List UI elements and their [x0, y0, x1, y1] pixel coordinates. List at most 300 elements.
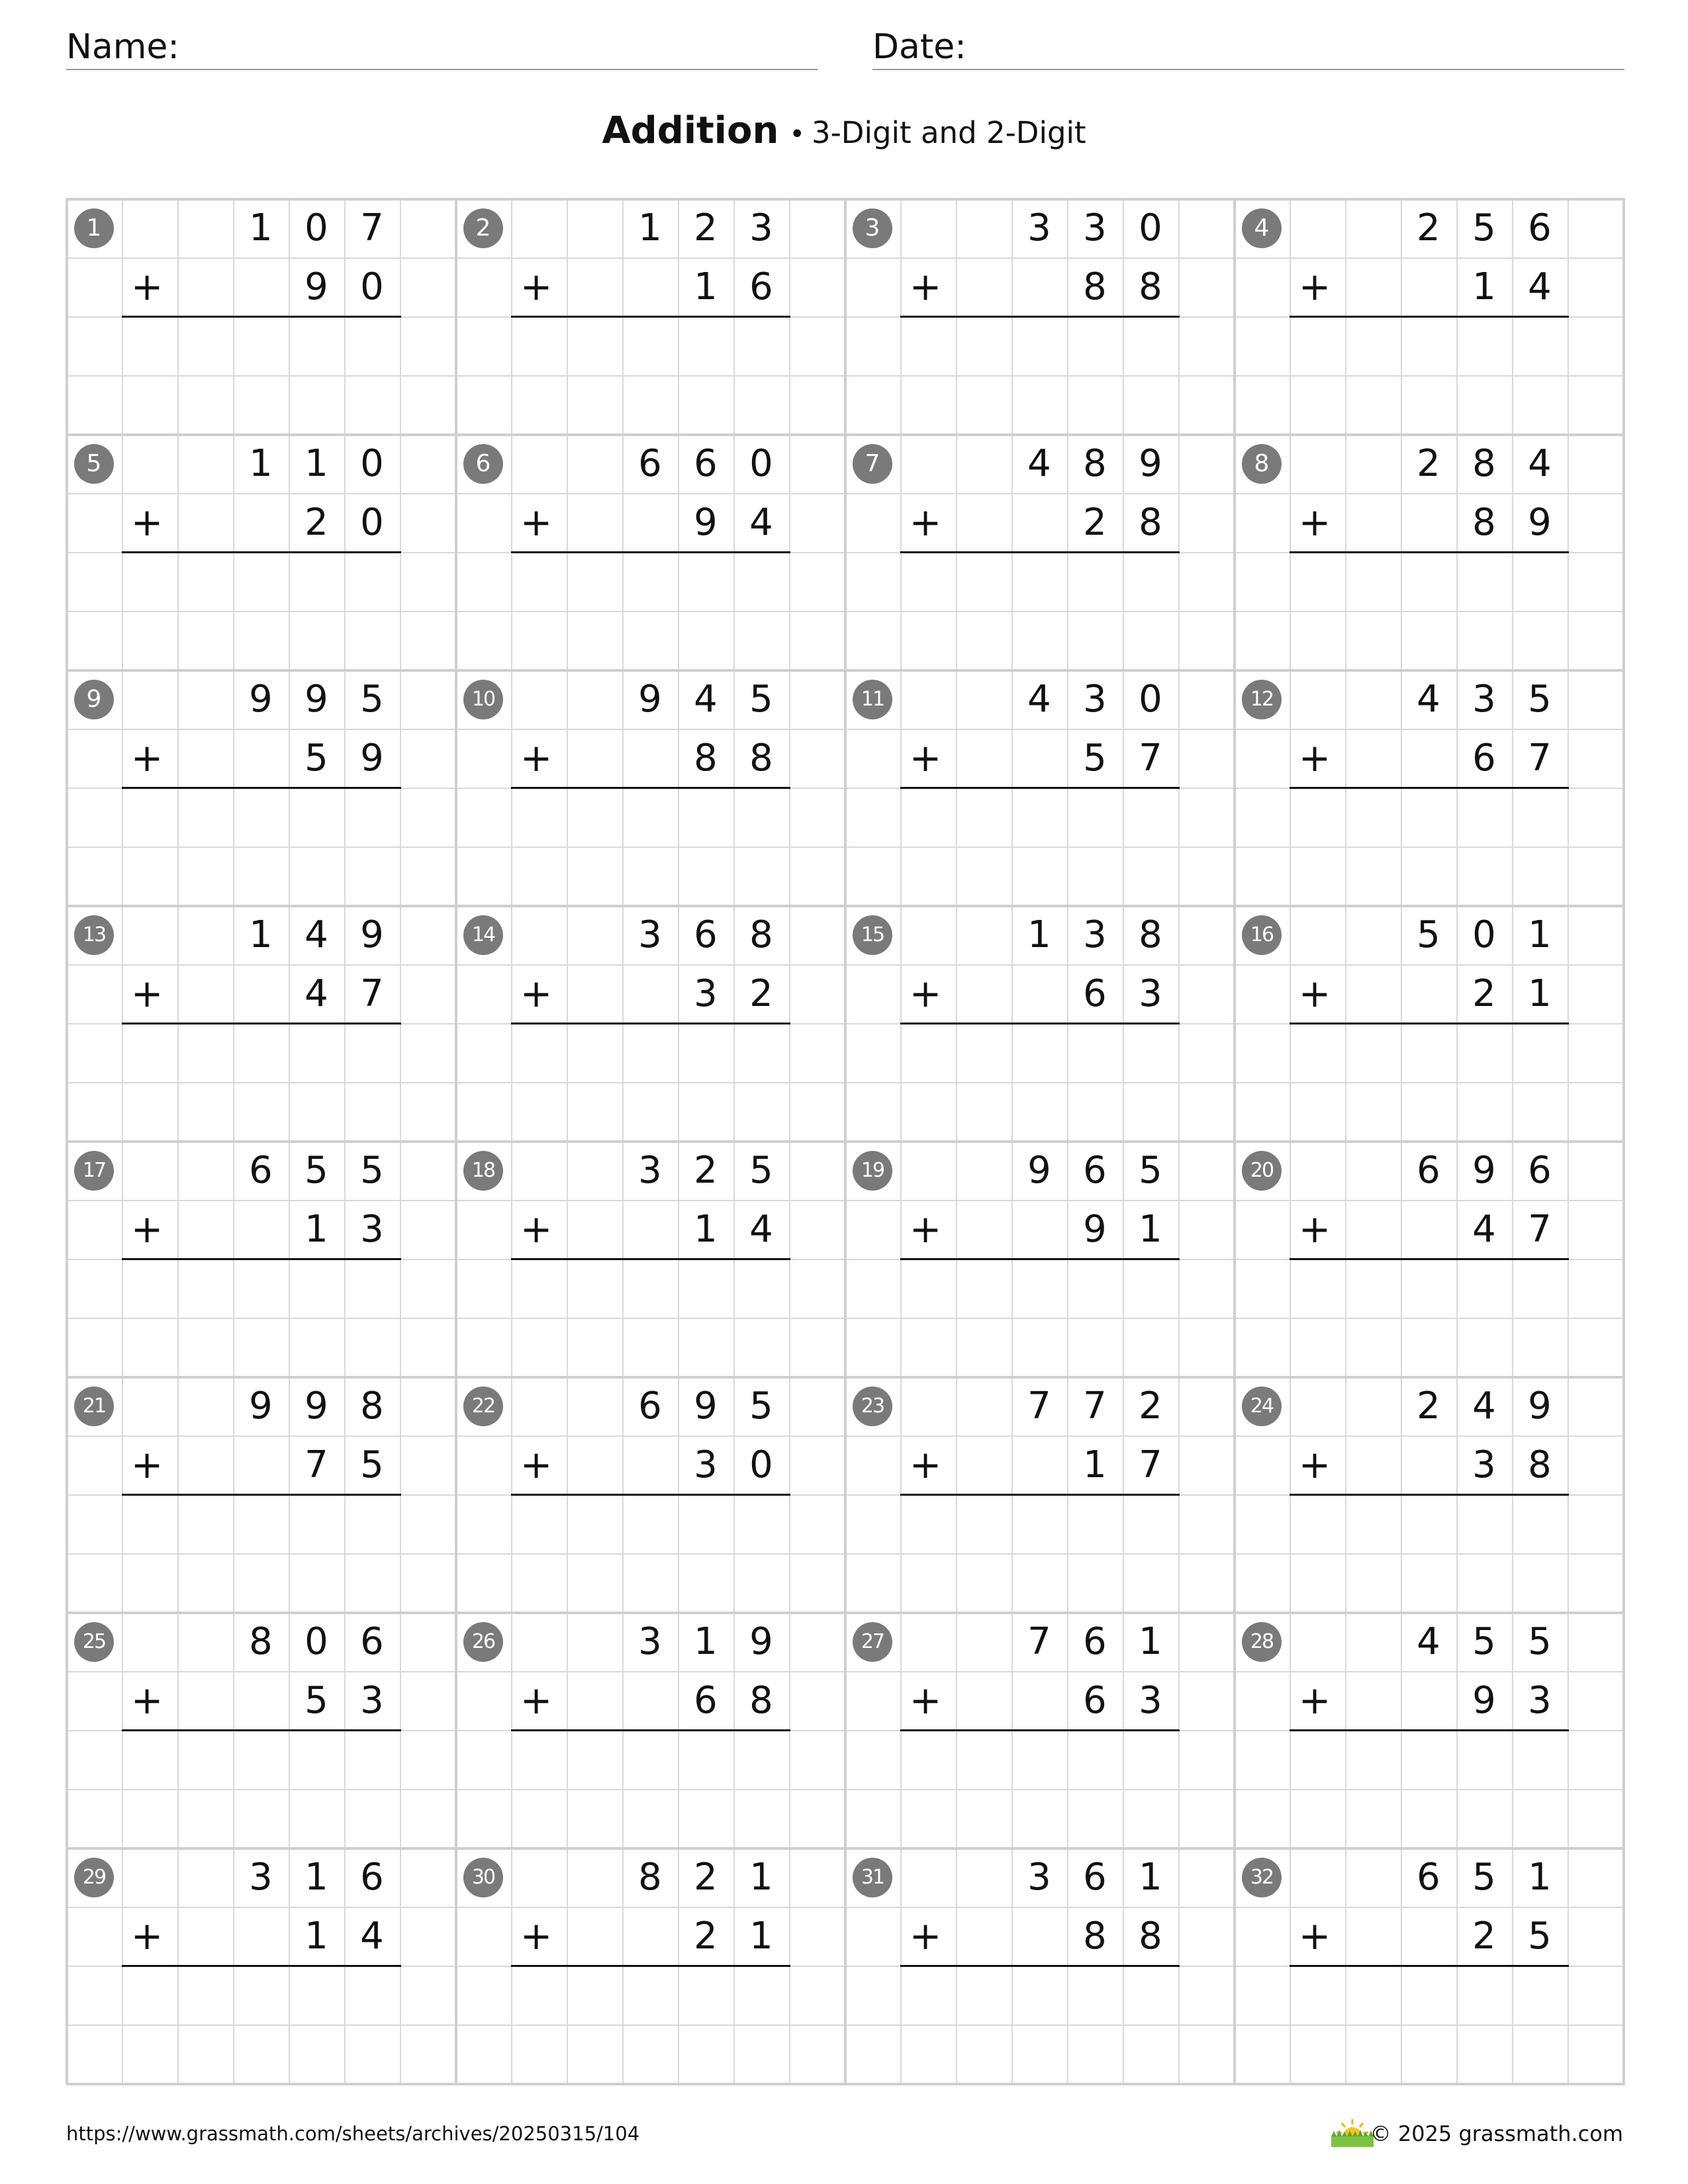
addend-bottom-digit: 4 — [1528, 265, 1552, 308]
answer-area[interactable] — [1289, 318, 1568, 374]
problem-number-badge: 7 — [853, 444, 892, 484]
addend-top-digit: 1 — [249, 913, 273, 956]
addend-bottom-digit: 8 — [1139, 501, 1162, 544]
addend-top-digit: 3 — [1083, 206, 1107, 250]
plus-operator: + — [1298, 264, 1331, 309]
addend-bottom-digit: 3 — [694, 1443, 718, 1486]
addend-top-digit: 9 — [249, 1385, 273, 1428]
plus-operator: + — [130, 971, 164, 1016]
problem-number-badge: 8 — [1242, 444, 1282, 484]
addend-top-digit: 5 — [360, 1149, 384, 1192]
answer-area[interactable] — [511, 1260, 789, 1316]
plus-operator: + — [909, 971, 942, 1016]
addend-top-digit: 2 — [1417, 442, 1440, 485]
problem-number-badge: 14 — [463, 915, 503, 955]
plus-operator: + — [909, 1913, 942, 1958]
problem-number-badge: 19 — [853, 1151, 892, 1191]
answer-area[interactable] — [122, 1731, 400, 1788]
addend-top-digit: 7 — [1027, 1385, 1051, 1428]
worksheet-title — [0, 105, 1688, 166]
answer-area[interactable] — [122, 789, 400, 845]
addend-bottom-digit: 1 — [1528, 972, 1552, 1015]
addend-top-digit: 0 — [1472, 913, 1496, 956]
block-divider — [1233, 199, 1236, 2085]
addend-top-digit: 0 — [749, 442, 773, 485]
answer-area[interactable] — [900, 553, 1178, 610]
problem — [455, 1377, 845, 1612]
problem — [66, 1848, 455, 2083]
problem — [1234, 670, 1623, 905]
addend-top-digit: 1 — [749, 1856, 773, 1899]
problem — [66, 670, 455, 905]
addend-top-digit: 1 — [1528, 1856, 1552, 1899]
addend-top-digit: 5 — [1472, 1856, 1496, 1899]
addend-top-digit: 6 — [1417, 1149, 1440, 1192]
plus-operator: + — [130, 500, 164, 545]
addend-bottom-digit: 7 — [360, 972, 384, 1015]
problem — [1234, 1141, 1623, 1377]
problem — [1234, 1848, 1623, 2083]
plus-operator: + — [130, 1206, 164, 1251]
block-divider — [455, 199, 457, 2085]
addend-top-digit: 9 — [1139, 442, 1162, 485]
addend-bottom-digit: 2 — [694, 1915, 718, 1958]
addend-bottom-digit: 9 — [1528, 501, 1552, 544]
problem-number-badge: 2 — [463, 208, 503, 248]
addend-top-digit: 0 — [1139, 678, 1162, 721]
addend-top-digit: 1 — [1139, 1620, 1162, 1663]
addend-bottom-digit: 5 — [360, 1443, 384, 1486]
addend-top-digit: 7 — [360, 206, 384, 250]
addend-top-digit: 2 — [694, 1856, 718, 1899]
block-divider — [844, 199, 847, 2085]
addend-bottom-digit: 5 — [1528, 1915, 1552, 1958]
addend-top-digit: 1 — [694, 1620, 718, 1663]
addend-top-digit: 4 — [305, 913, 328, 956]
problem-number-badge: 25 — [74, 1622, 114, 1662]
addend-bottom-digit: 4 — [360, 1915, 384, 1958]
addend-bottom-digit: 0 — [360, 501, 384, 544]
answer-area[interactable] — [900, 318, 1178, 374]
addend-top-digit: 3 — [1027, 1856, 1051, 1899]
addend-bottom-digit: 2 — [305, 501, 328, 544]
addend-bottom-digit: 8 — [1139, 265, 1162, 308]
problem-number-badge: 9 — [74, 680, 114, 719]
addend-top-digit: 2 — [1139, 1385, 1162, 1428]
problem-number-badge: 27 — [853, 1622, 892, 1662]
problem — [455, 434, 845, 670]
addend-bottom-digit: 0 — [360, 265, 384, 308]
addend-top-digit: 0 — [1139, 206, 1162, 250]
addend-top-digit: 3 — [1027, 206, 1051, 250]
problem-number-badge: 28 — [1242, 1622, 1282, 1662]
addend-bottom-digit: 3 — [1528, 1679, 1552, 1722]
problem-number-badge: 10 — [463, 680, 503, 719]
plus-operator: + — [1298, 1678, 1331, 1723]
addend-top-digit: 5 — [305, 1149, 328, 1192]
answer-area[interactable] — [1289, 553, 1568, 610]
problem-number-badge: 18 — [463, 1151, 503, 1191]
addend-top-digit: 4 — [1528, 442, 1552, 485]
name-field[interactable] — [66, 25, 818, 70]
problem-number-badge: 12 — [1242, 680, 1282, 719]
plus-operator: + — [909, 1678, 942, 1723]
addend-top-digit: 9 — [1472, 1149, 1496, 1192]
problem-number-badge: 4 — [1242, 208, 1282, 248]
problem — [845, 905, 1234, 1141]
addend-bottom-digit: 1 — [694, 265, 718, 308]
addend-bottom-digit: 2 — [749, 972, 773, 1015]
plus-operator: + — [909, 264, 942, 309]
problem-number-badge: 6 — [463, 444, 503, 484]
problem — [66, 199, 455, 434]
addend-bottom-digit: 7 — [1528, 1208, 1552, 1251]
block-divider — [66, 199, 68, 2085]
addend-bottom-digit: 1 — [1472, 265, 1496, 308]
answer-area[interactable] — [1289, 1496, 1568, 1552]
addend-top-digit: 9 — [249, 678, 273, 721]
addend-top-digit: 4 — [1417, 678, 1440, 721]
problem — [1234, 1612, 1623, 1848]
addend-top-digit: 6 — [638, 1385, 662, 1428]
addend-top-digit: 6 — [1528, 1149, 1552, 1192]
addend-bottom-digit: 6 — [694, 1679, 718, 1722]
addend-bottom-digit: 8 — [694, 737, 718, 780]
plus-operator: + — [520, 1913, 553, 1958]
addend-top-digit: 1 — [249, 206, 273, 250]
problem-number-badge: 21 — [74, 1387, 114, 1426]
addend-top-digit: 3 — [1083, 913, 1107, 956]
problem — [455, 1848, 845, 2083]
problem — [1234, 1377, 1623, 1612]
plus-operator: + — [130, 1678, 164, 1723]
plus-operator: + — [1298, 500, 1331, 545]
addend-top-digit: 8 — [1139, 913, 1162, 956]
answer-area[interactable] — [122, 318, 400, 374]
addend-top-digit: 8 — [360, 1385, 384, 1428]
addend-bottom-digit: 3 — [1139, 1679, 1162, 1722]
answer-area[interactable] — [1289, 1260, 1568, 1316]
problem — [845, 1848, 1234, 2083]
addend-top-digit: 5 — [1528, 678, 1552, 721]
addend-top-digit: 6 — [1528, 206, 1552, 250]
addend-bottom-digit: 1 — [1083, 1443, 1107, 1486]
addend-bottom-digit: 6 — [1083, 1679, 1107, 1722]
problem-grid — [66, 199, 1623, 2089]
addend-bottom-digit: 8 — [1083, 1915, 1107, 1958]
problem-number-badge: 24 — [1242, 1387, 1282, 1426]
problem-number-badge: 11 — [853, 680, 892, 719]
addend-bottom-digit: 5 — [305, 737, 328, 780]
addend-top-digit: 6 — [1417, 1856, 1440, 1899]
addend-top-digit: 2 — [694, 1149, 718, 1192]
problem-number-badge: 3 — [853, 208, 892, 248]
addend-bottom-digit: 9 — [305, 265, 328, 308]
addend-top-digit: 9 — [360, 913, 384, 956]
addend-top-digit: 1 — [305, 1856, 328, 1899]
plus-operator: + — [1298, 1442, 1331, 1487]
addend-bottom-digit: 5 — [1083, 737, 1107, 780]
problem — [1234, 199, 1623, 434]
problem — [845, 1612, 1234, 1848]
footer-url[interactable]: https://www.grassmath.com/sheets/archives/20250315/104 — [66, 2122, 640, 2145]
addend-bottom-digit: 8 — [749, 1679, 773, 1722]
problem — [455, 199, 845, 434]
problem-number-badge: 26 — [463, 1622, 503, 1662]
addend-top-digit: 4 — [1027, 678, 1051, 721]
addend-bottom-digit: 2 — [1083, 501, 1107, 544]
addend-bottom-digit: 6 — [1083, 972, 1107, 1015]
title-bullet: • — [789, 119, 805, 150]
plus-operator: + — [130, 1442, 164, 1487]
addend-top-digit: 0 — [360, 442, 384, 485]
addend-bottom-digit: 7 — [1139, 737, 1162, 780]
addend-top-digit: 1 — [638, 206, 662, 250]
answer-area[interactable] — [1289, 1731, 1568, 1788]
addend-top-digit: 6 — [360, 1620, 384, 1663]
addend-bottom-digit: 7 — [1139, 1443, 1162, 1486]
problem — [455, 670, 845, 905]
addend-top-digit: 5 — [1417, 913, 1440, 956]
problem-number-badge: 13 — [74, 915, 114, 955]
plus-operator: + — [909, 1442, 942, 1487]
addend-top-digit: 7 — [1083, 1385, 1107, 1428]
problem — [845, 670, 1234, 905]
addend-top-digit: 8 — [249, 1620, 273, 1663]
answer-area[interactable] — [900, 1260, 1178, 1316]
addend-top-digit: 6 — [1083, 1620, 1107, 1663]
addend-top-digit: 1 — [249, 442, 273, 485]
addend-bottom-digit: 3 — [694, 972, 718, 1015]
answer-area[interactable] — [511, 789, 789, 845]
problem-number-badge: 32 — [1242, 1858, 1282, 1897]
addend-bottom-digit: 0 — [749, 1443, 773, 1486]
addend-top-digit: 8 — [1083, 442, 1107, 485]
answer-area[interactable] — [511, 1496, 789, 1552]
answer-area[interactable] — [122, 1024, 400, 1081]
addend-top-digit: 3 — [638, 913, 662, 956]
addend-top-digit: 3 — [749, 206, 773, 250]
addend-top-digit: 3 — [638, 1620, 662, 1663]
addend-top-digit: 5 — [749, 678, 773, 721]
answer-area[interactable] — [900, 1496, 1178, 1552]
addend-bottom-digit: 8 — [1528, 1443, 1552, 1486]
addend-bottom-digit: 8 — [1139, 1915, 1162, 1958]
problem-number-badge: 15 — [853, 915, 892, 955]
addend-top-digit: 7 — [1027, 1620, 1051, 1663]
addend-top-digit: 4 — [694, 678, 718, 721]
addend-bottom-digit: 9 — [1472, 1679, 1496, 1722]
addend-bottom-digit: 7 — [305, 1443, 328, 1486]
addend-top-digit: 3 — [1472, 678, 1496, 721]
problem — [66, 1612, 455, 1848]
plus-operator: + — [909, 500, 942, 545]
addend-bottom-digit: 8 — [749, 737, 773, 780]
problem — [1234, 434, 1623, 670]
addend-bottom-digit: 3 — [360, 1208, 384, 1251]
addend-bottom-digit: 1 — [1139, 1208, 1162, 1251]
plus-operator: + — [520, 264, 553, 309]
problem — [66, 1141, 455, 1377]
problem-number-badge: 30 — [463, 1858, 503, 1897]
addend-bottom-digit: 1 — [694, 1208, 718, 1251]
answer-area[interactable] — [900, 789, 1178, 845]
problem-number-badge: 29 — [74, 1858, 114, 1897]
addend-top-digit: 2 — [1417, 1385, 1440, 1428]
problem-number-badge: 23 — [853, 1387, 892, 1426]
addend-bottom-digit: 6 — [1472, 737, 1496, 780]
addend-bottom-digit: 4 — [305, 972, 328, 1015]
addend-top-digit: 8 — [749, 913, 773, 956]
addend-top-digit: 6 — [360, 1856, 384, 1899]
addend-top-digit: 9 — [638, 678, 662, 721]
problem — [845, 434, 1234, 670]
addend-top-digit: 2 — [1417, 206, 1440, 250]
addend-top-digit: 9 — [749, 1620, 773, 1663]
addend-bottom-digit: 1 — [305, 1915, 328, 1958]
addend-top-digit: 5 — [749, 1149, 773, 1192]
addend-bottom-digit: 7 — [1528, 737, 1552, 780]
addend-top-digit: 9 — [305, 1385, 328, 1428]
title-main: Addition — [602, 109, 779, 152]
problem-number-badge: 17 — [74, 1151, 114, 1191]
answer-area[interactable] — [900, 1967, 1178, 2023]
addend-bottom-digit: 8 — [1472, 501, 1496, 544]
plus-operator: + — [1298, 735, 1331, 780]
addend-bottom-digit: 4 — [749, 1208, 773, 1251]
plus-operator: + — [1298, 971, 1331, 1016]
addend-bottom-digit: 4 — [749, 501, 773, 544]
plus-operator: + — [1298, 1206, 1331, 1251]
addend-top-digit: 3 — [1083, 678, 1107, 721]
addend-bottom-digit: 9 — [360, 737, 384, 780]
addend-top-digit: 3 — [249, 1856, 273, 1899]
addend-top-digit: 0 — [305, 1620, 328, 1663]
addend-bottom-digit: 8 — [1083, 265, 1107, 308]
addend-bottom-digit: 2 — [1472, 1915, 1496, 1958]
plus-operator: + — [130, 1913, 164, 1958]
problem — [66, 905, 455, 1141]
answer-area[interactable] — [511, 553, 789, 610]
problem-number-badge: 1 — [74, 208, 114, 248]
answer-area[interactable] — [122, 1496, 400, 1552]
addend-top-digit: 9 — [694, 1385, 718, 1428]
addend-bottom-digit: 3 — [360, 1679, 384, 1722]
plus-operator: + — [520, 1678, 553, 1723]
answer-area[interactable] — [900, 1024, 1178, 1081]
plus-operator: + — [1298, 1913, 1331, 1958]
addend-top-digit: 1 — [1528, 913, 1552, 956]
answer-area[interactable] — [511, 1967, 789, 2023]
addend-bottom-digit: 3 — [1472, 1443, 1496, 1486]
answer-area[interactable] — [122, 553, 400, 610]
addend-bottom-digit: 1 — [749, 1915, 773, 1958]
date-label: Date: — [872, 27, 966, 67]
problem — [845, 1377, 1234, 1612]
addend-top-digit: 5 — [1472, 206, 1496, 250]
problem-number-badge: 16 — [1242, 915, 1282, 955]
addend-top-digit: 5 — [360, 678, 384, 721]
addend-top-digit: 1 — [305, 442, 328, 485]
addend-bottom-digit: 9 — [1083, 1208, 1107, 1251]
addend-bottom-digit: 4 — [1472, 1208, 1496, 1251]
plus-operator: + — [520, 1442, 553, 1487]
problem — [845, 199, 1234, 434]
answer-area[interactable] — [1289, 1967, 1568, 2023]
problem — [66, 1377, 455, 1612]
addend-top-digit: 4 — [1027, 442, 1051, 485]
addend-top-digit: 6 — [694, 913, 718, 956]
answer-area[interactable] — [511, 318, 789, 374]
addend-top-digit: 5 — [749, 1385, 773, 1428]
addend-top-digit: 9 — [305, 678, 328, 721]
block-divider — [1622, 199, 1625, 2085]
footer-copyright: © 2025 grassmath.com — [1370, 2121, 1623, 2146]
addend-top-digit: 6 — [1083, 1149, 1107, 1192]
addend-top-digit: 9 — [1528, 1385, 1552, 1428]
plus-operator: + — [520, 735, 553, 780]
addend-top-digit: 5 — [1472, 1620, 1496, 1663]
problem-number-badge: 22 — [463, 1387, 503, 1426]
problem-number-badge: 5 — [74, 444, 114, 484]
addend-top-digit: 3 — [638, 1149, 662, 1192]
plus-operator: + — [130, 264, 164, 309]
answer-area[interactable] — [511, 1731, 789, 1788]
plus-operator: + — [520, 971, 553, 1016]
addend-bottom-digit: 3 — [1139, 972, 1162, 1015]
addend-top-digit: 1 — [1027, 913, 1051, 956]
answer-area[interactable] — [122, 1967, 400, 2023]
answer-area[interactable] — [1289, 1024, 1568, 1081]
problem — [455, 1141, 845, 1377]
addend-bottom-digit: 6 — [749, 265, 773, 308]
addend-bottom-digit: 2 — [1472, 972, 1496, 1015]
addend-top-digit: 6 — [249, 1149, 273, 1192]
addend-top-digit: 2 — [694, 206, 718, 250]
answer-area[interactable] — [122, 1260, 400, 1316]
plus-operator: + — [520, 1206, 553, 1251]
addend-top-digit: 9 — [1027, 1149, 1051, 1192]
addend-bottom-digit: 9 — [694, 501, 718, 544]
name-label: Name: — [66, 27, 179, 67]
addend-top-digit: 6 — [638, 442, 662, 485]
addend-top-digit: 8 — [1472, 442, 1496, 485]
problem-number-badge: 31 — [853, 1858, 892, 1897]
problem — [455, 1612, 845, 1848]
answer-area[interactable] — [900, 1731, 1178, 1788]
addend-top-digit: 4 — [1417, 1620, 1440, 1663]
addend-top-digit: 0 — [305, 206, 328, 250]
addend-top-digit: 6 — [694, 442, 718, 485]
addend-top-digit: 5 — [1528, 1620, 1552, 1663]
answer-area[interactable] — [1289, 789, 1568, 845]
problem — [1234, 905, 1623, 1141]
answer-area[interactable] — [511, 1024, 789, 1081]
addend-bottom-digit: 5 — [305, 1679, 328, 1722]
problem — [66, 434, 455, 670]
problem — [455, 905, 845, 1141]
addend-bottom-digit: 1 — [305, 1208, 328, 1251]
problem — [845, 1141, 1234, 1377]
title-subtitle: 3-Digit and 2-Digit — [811, 115, 1086, 150]
problem-number-badge: 20 — [1242, 1151, 1282, 1191]
addend-top-digit: 8 — [638, 1856, 662, 1899]
addend-top-digit: 6 — [1083, 1856, 1107, 1899]
addend-top-digit: 4 — [1472, 1385, 1496, 1428]
date-field[interactable] — [872, 25, 1624, 70]
plus-operator: + — [130, 735, 164, 780]
plus-operator: + — [520, 500, 553, 545]
